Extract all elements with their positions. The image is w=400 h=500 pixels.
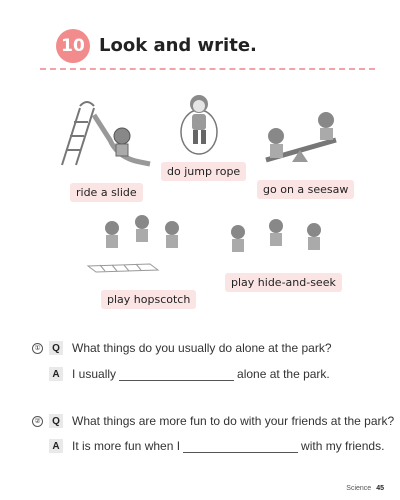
seesaw-illustration xyxy=(266,112,336,162)
question-number: ① xyxy=(32,343,43,354)
label-go-on-a-seesaw: go on a seesaw xyxy=(257,180,354,199)
a-tag: A xyxy=(49,367,63,381)
jump-rope-illustration xyxy=(181,95,217,154)
answer-1-row xyxy=(49,367,330,381)
label-play-hide-and-seek: play hide-and-seek xyxy=(225,273,342,292)
answer-blank-2[interactable] xyxy=(183,440,298,453)
answer-prefix: I usually xyxy=(72,367,117,381)
slide-illustration xyxy=(62,102,150,165)
footer-subject: Science xyxy=(346,485,372,492)
a-tag: A xyxy=(49,439,63,453)
hopscotch-illustration xyxy=(88,215,179,272)
q-tag: Q xyxy=(49,341,63,355)
question-1-row xyxy=(32,341,332,355)
q-tag: Q xyxy=(49,414,63,428)
question-number: ② xyxy=(32,416,43,427)
activity-number-badge: 10 xyxy=(56,29,90,63)
answer-suffix: with my friends. xyxy=(301,439,385,453)
page-number: 45 xyxy=(376,485,384,492)
answer-blank-1[interactable] xyxy=(119,368,234,381)
question-text: What things do you usually do alone at the park? xyxy=(72,341,332,355)
question-2-row xyxy=(32,414,394,428)
label-play-hopscotch: play hopscotch xyxy=(101,290,196,309)
hide-and-seek-illustration xyxy=(231,219,321,252)
answer-2-row xyxy=(49,439,384,453)
page-title: Look and write. xyxy=(99,35,257,56)
page-footer xyxy=(346,485,384,492)
label-do-jump-rope: do jump rope xyxy=(161,162,246,181)
answer-prefix: It is more fun when I xyxy=(72,439,181,453)
question-text: What things are more fun to do with your friends at the park? xyxy=(72,414,395,428)
label-ride-a-slide: ride a slide xyxy=(70,183,143,202)
answer-suffix: alone at the park. xyxy=(237,367,330,381)
